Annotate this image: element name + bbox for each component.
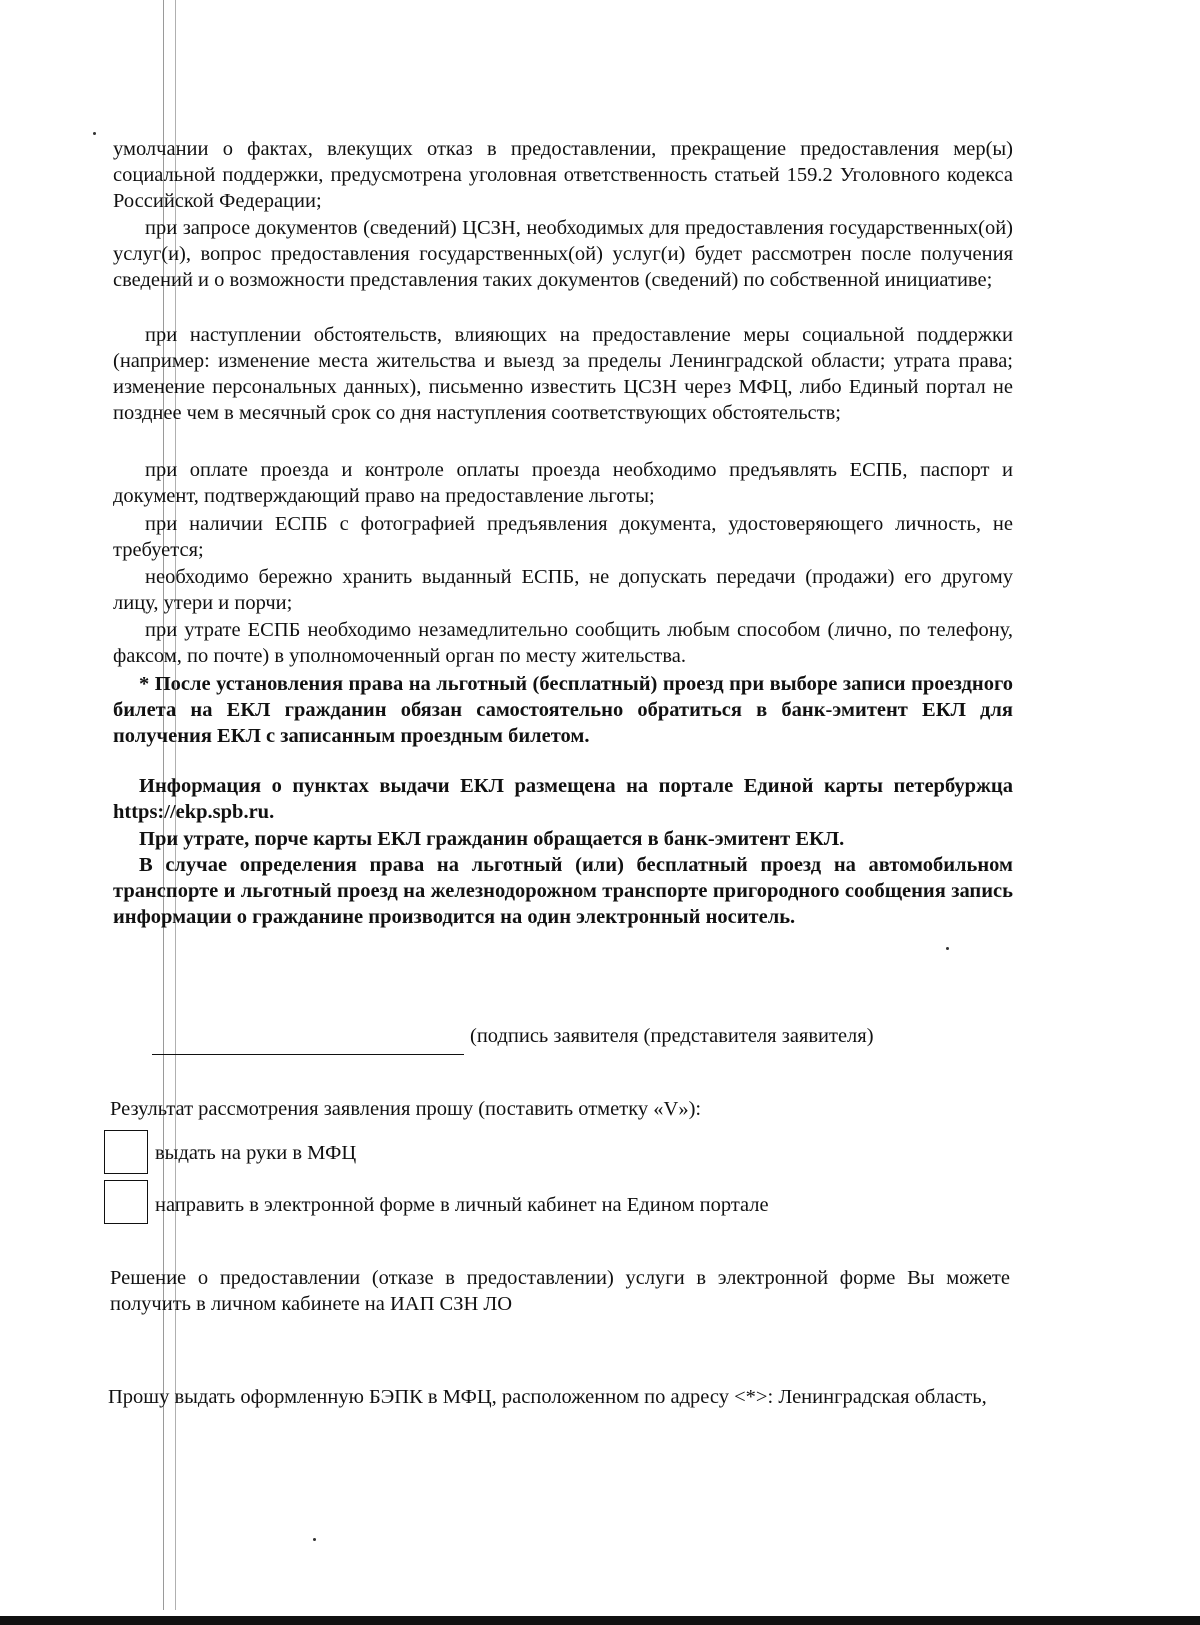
paragraph-single-carrier: В случае определения права на льготный (или) бесплатный проезд на автомобильном транспорте и льготный проезд на железнодорожном транспорте пригородного сообщения запись информации о гражданине производится на один электронный носитель. [113, 854, 1013, 928]
paragraph-decision: Решение о предоставлении (отказе в предоставлении) услуги в электронной форме Вы можете получить в личном кабинете на ИАП СЗН ЛО [110, 1267, 1010, 1315]
paragraph-espb-photo: при наличии ЕСПБ с фотографией предъявления документа, удостоверяющего личность, не требуется; [113, 513, 1013, 561]
paragraph-fare-payment: при оплате проезда и контроле оплаты проезда необходимо предъявлять ЕСПБ, паспорт и документ, подтверждающий право на предоставление льготы; [113, 459, 1013, 507]
option-issue-in-mfc-label: выдать на руки в МФЦ [155, 1142, 357, 1164]
scan-speck [946, 947, 949, 950]
checkbox-send-electronic[interactable] [104, 1180, 148, 1224]
checkbox-issue-in-mfc[interactable] [104, 1130, 148, 1174]
paragraph-espb-loss: при утрате ЕСПБ необходимо незамедлительно сообщить любым способом (лично, по телефону, факсом, по почте) в уполномоченный орган по месту жительства. [113, 619, 1013, 667]
signature-caption: (подпись заявителя (представителя заявителя) [470, 1025, 874, 1047]
paragraph-circumstances-notice: при наступлении обстоятельств, влияющих на предоставление меры социальной поддержки (например: изменение места жительства и выезд за пределы Ленинградской области; утрата права; изменение персональных данных), письменно известить ЦСЗН через МФЦ, либо Единый портал не позднее чем в месячный срок со дня наступления соответствующих обстоятельств; [113, 324, 1013, 424]
paragraph-bepk-request: Прошу выдать оформленную БЭПК в МФЦ, расположенном по адресу <*>: Ленинградская область, [108, 1386, 987, 1408]
scan-speck [313, 1538, 316, 1541]
paragraph-ekl-loss: При утрате, порче карты ЕКЛ гражданин обращается в банк-эмитент ЕКЛ. [139, 828, 845, 850]
option-send-electronic-label: направить в электронной форме в личный кабинет на Едином портале [155, 1194, 769, 1216]
paragraph-ekl-info: Информация о пунктах выдачи ЕКЛ размещена на портале Единой карты петербуржца https://ekp.spb.ru. [113, 775, 1013, 823]
scan-speck [93, 132, 96, 135]
paragraph-espb-care: необходимо бережно хранить выданный ЕСПБ, не допускать передачи (продажи) его другому лицу, утери и порчи; [113, 566, 1013, 614]
signature-line[interactable] [152, 1054, 464, 1055]
scan-bottom-edge [0, 1616, 1200, 1625]
paragraph-ekl-bank-notice: * После установления права на льготный (бесплатный) проезд при выборе записи проездного билета на ЕКЛ гражданин обязан самостоятельно обратиться в банк-эмитент ЕКЛ для получения ЕКЛ с записанным проездным билетом. [113, 673, 1013, 747]
paragraph-document-request: при запросе документов (сведений) ЦСЗН, необходимых для предоставления государственных(ой) услуг(и), вопрос предоставления государственных(ой) услуг(и) будет рассмотрен после получения сведений и о возможности представления таких документов (сведений) по собственной инициативе; [113, 217, 1013, 291]
result-prompt: Результат рассмотрения заявления прошу (поставить отметку «V»): [110, 1098, 702, 1120]
paragraph-criminal-liability: умолчании о фактах, влекущих отказ в предоставлении, прекращение предоставления мер(ы) социальной поддержки, предусмотрена уголовная ответственность статьей 159.2 Уголовного кодекса Российской Федерации; [113, 138, 1013, 212]
